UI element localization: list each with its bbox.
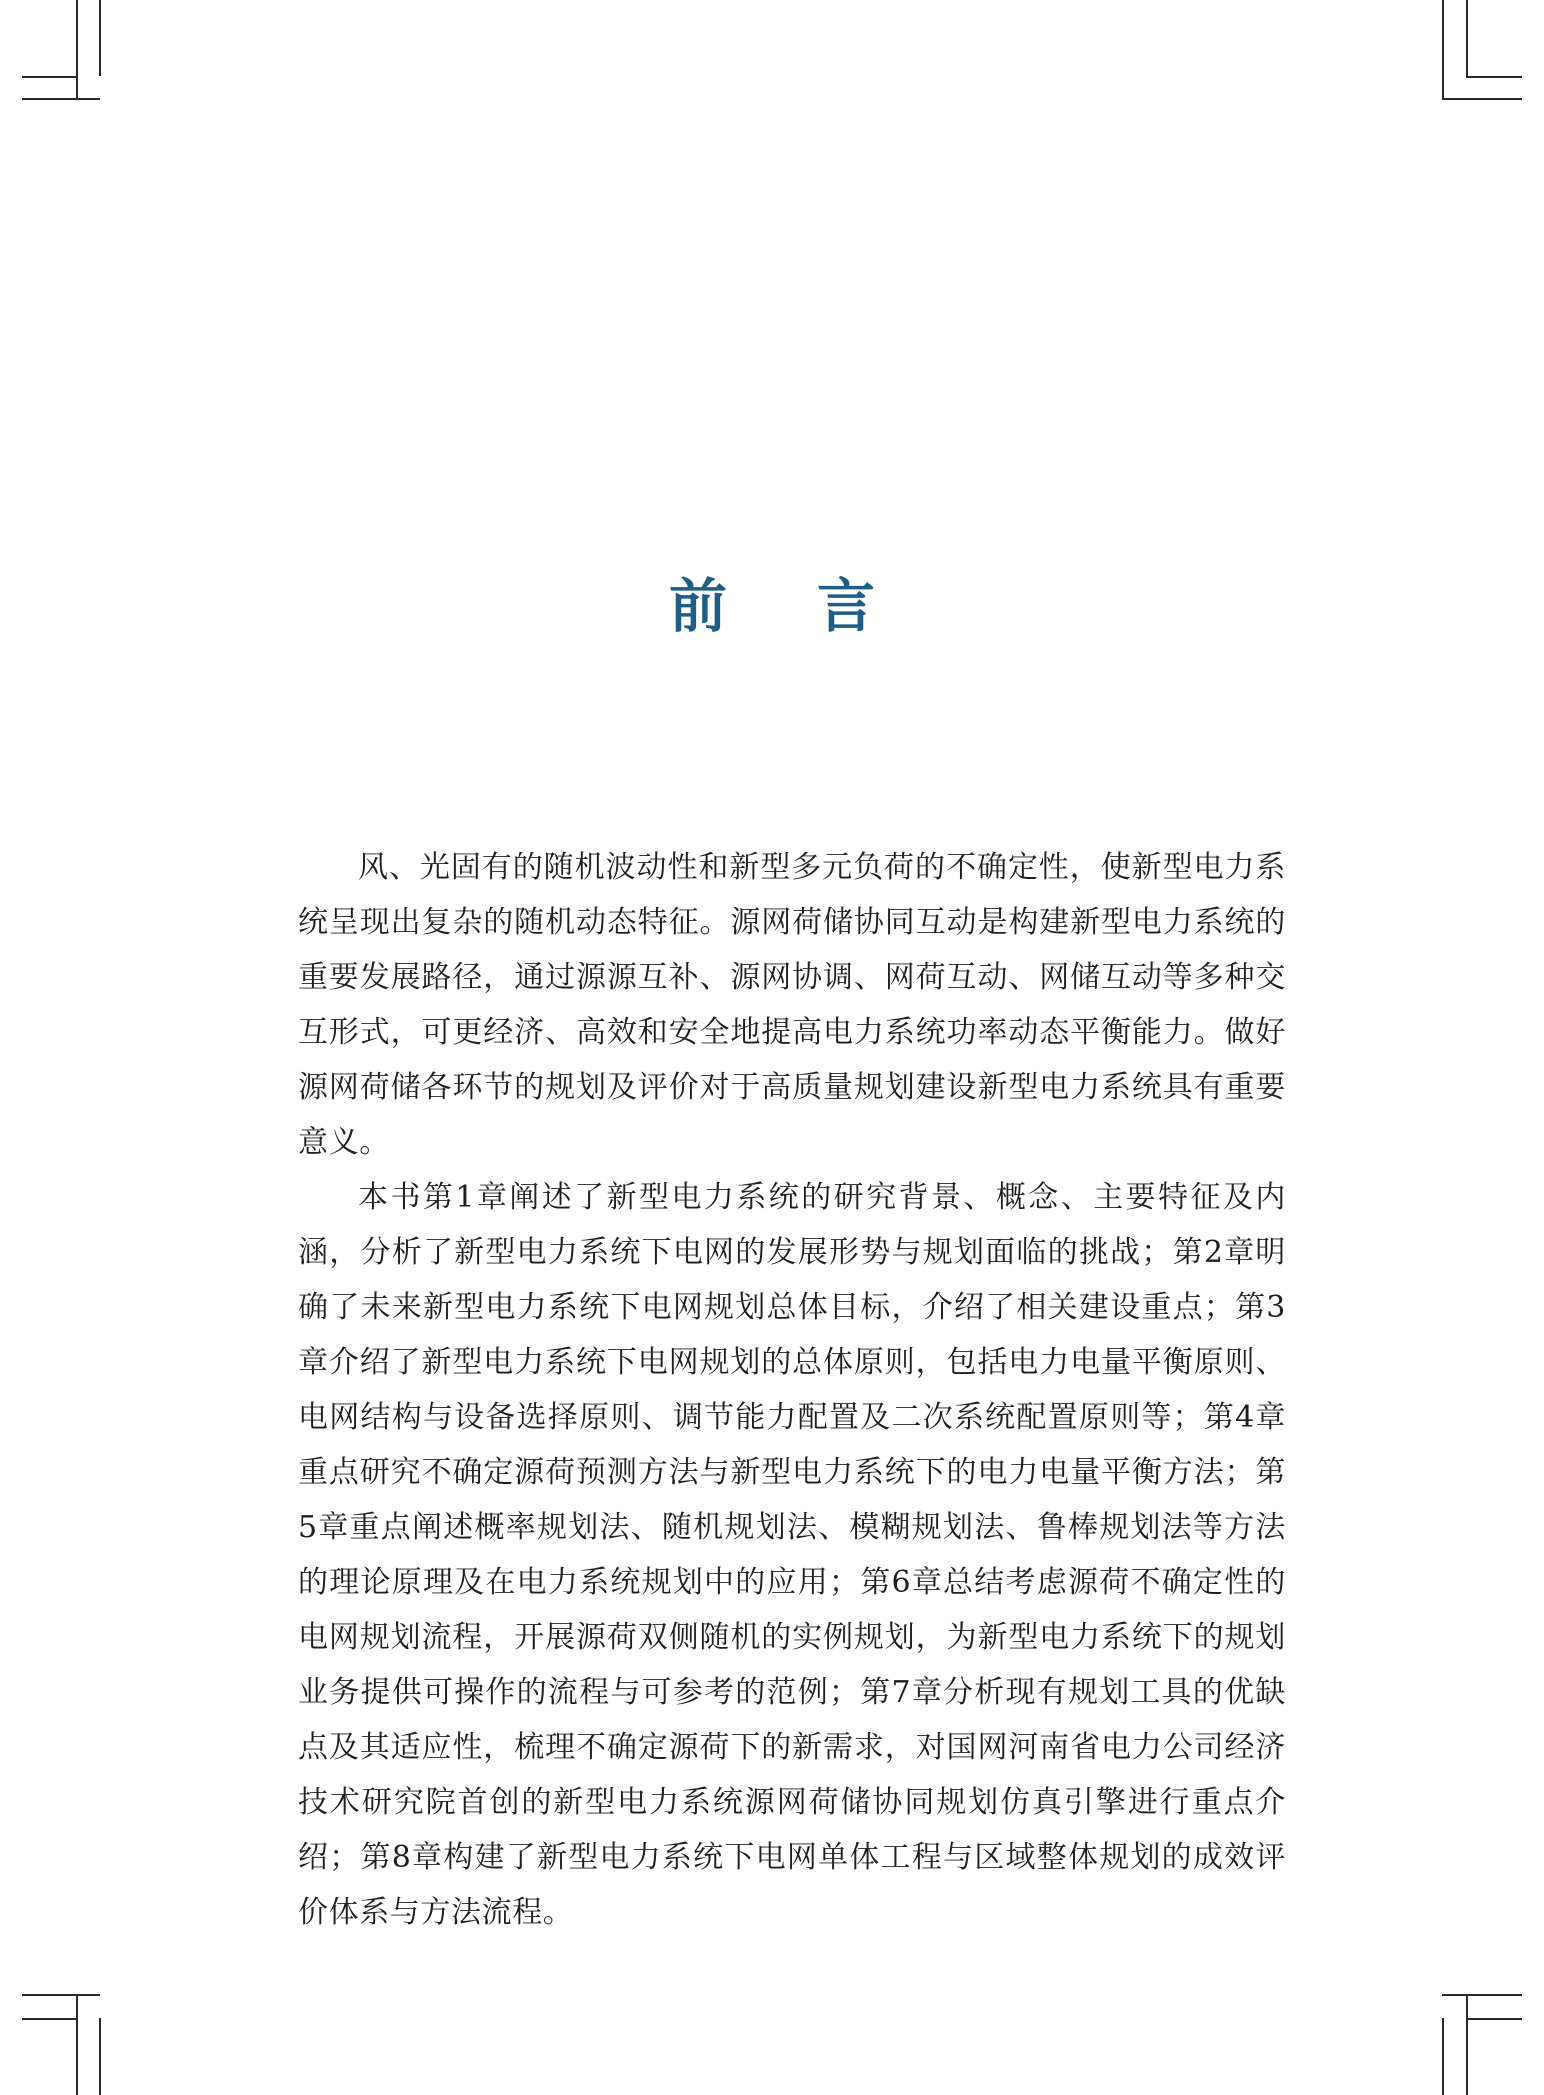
crop-mark-top-left-horizontal-inner [22,98,100,100]
preface-paragraph-2: 本书第1章阐述了新型电力系统的研究背景、概念、主要特征及内涵，分析了新型电力系统下电网的发展形势与规划面临的挑战；第2章明确了未来新型电力系统下电网规划总体目标，介绍了相关建设重点；第3章介绍了新型电力系统下电网规划的总体原则，包括电力电量平衡原则、电网结构与设备选择原则、调节能力配置及二次系统配置原则等；第4章重点研究不确定源荷预测方法与新型电力系统下的电力电量平衡方法；第5章重点阐述概率规划法、随机规划法、模糊规划法、鲁棒规划法等方法的理论原理及在电力系统规划中的应用；第6章总结考虑源荷不确定性的电网规划流程，开展源荷双侧随机的实例规划，为新型电力系统下的规划业务提供可操作的流程与可参考的范例；第7章分析现有规划工具的优缺点及其适应性，梳理不确定源荷下的新需求，对国网河南省电力公司经济技术研究院首创的新型电力系统源网荷储协同规划仿真引擎进行重点介绍；第8章构建了新型电力系统下电网单体工程与区域整体规划的成效评价体系与方法流程。 [298,1180,1286,1930]
page-title-char-1: 前 [668,572,727,640]
crop-mark-bottom-right-vertical [1466,1994,1468,2095]
preface-paragraph-1: 风、光固有的随机波动性和新型多元负荷的不确定性，使新型电力系统呈现出复杂的随机动态特征。源网荷储协同互动是构建新型电力系统的重要发展路径，通过源源互补、源网协调、网荷互动、网储互动等多种交互形式，可更经济、高效和安全地提高电力系统功率动态平衡能力。做好源网荷储各环节的规划及评价对于高质量规划建设新型电力系统具有重要意义。 [298,850,1286,1160]
crop-mark-top-left-horizontal [22,76,76,78]
crop-mark-bottom-left-vertical-inner [99,2018,101,2095]
crop-mark-top-right-vertical [1442,0,1444,98]
crop-mark-top-left-vertical-inner [99,0,101,76]
page-title [0,566,1544,646]
crop-mark-top-right-horizontal-inner [1442,98,1522,100]
crop-mark-top-left-vertical [76,0,78,98]
page-title-char-2: 言 [817,572,876,640]
crop-mark-bottom-left-horizontal-inner [22,2018,76,2020]
preface-body [298,840,1286,1940]
crop-mark-bottom-right-vertical-inner [1442,2018,1444,2095]
crop-mark-top-right-horizontal [1466,76,1522,78]
crop-mark-bottom-right-horizontal-inner [1466,2018,1522,2020]
crop-mark-top-right-vertical-inner [1466,0,1468,76]
crop-mark-bottom-left-vertical [76,1994,78,2095]
crop-mark-bottom-left-horizontal [22,1994,100,1996]
crop-mark-bottom-right-horizontal [1442,1994,1522,1996]
